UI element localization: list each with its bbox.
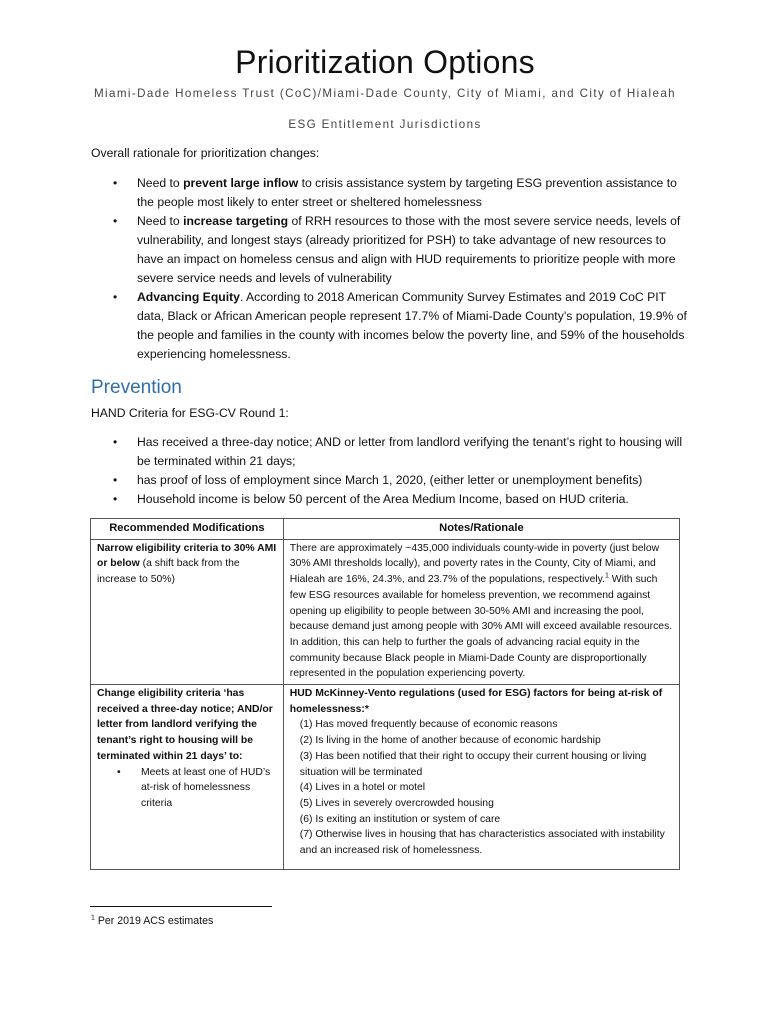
- notes-heading: HUD McKinney-Vento regulations (used for ESG) factors for being at-risk of homelessness:*: [289, 688, 663, 715]
- hand-criteria-list: [91, 433, 691, 509]
- footnote-reference: 1: [605, 572, 609, 580]
- bullet-icon: •: [113, 435, 118, 449]
- prevention-heading: Prevention: [91, 377, 182, 398]
- bullet-icon: •: [113, 492, 118, 506]
- footnote-marker: 1: [91, 914, 95, 922]
- risk-factor: (6) Is exiting an institution or system of care: [299, 813, 501, 825]
- modification-bullet-text: Meets at least one of HUD’s at-risk of homelessness criteria: [141, 766, 271, 809]
- rationale-item: [91, 212, 691, 288]
- risk-factor: (7) Otherwise lives in housing that has characteristics associated with instability and an increased risk of homelessness.: [299, 829, 665, 857]
- modification-title: Change eligibility criteria ‘has received a three-day notice; AND/or letter from landlord verifying the tenant’s right to housing will be terminated within 21 days’ to:: [97, 688, 273, 762]
- risk-factor: (2) Is living in the home of another because of economic hardship: [299, 735, 601, 747]
- rationale-item-emphasis: increase targeting: [183, 214, 289, 228]
- modification-detail: (a shift back from the increase to 50%): [97, 558, 240, 586]
- modification-cell: [91, 539, 284, 684]
- rationale-item-emphasis: prevent large inflow: [183, 176, 299, 190]
- rationale-item-text: to crisis assistance system by targeting ESG prevention assistance to the people most likely to enter street or sheltered homelessness: [137, 176, 677, 209]
- modification-title: Narrow eligibility criteria to 30% AMI or below: [97, 542, 277, 570]
- bullet-icon: •: [113, 214, 118, 228]
- rationale-list: [91, 174, 691, 364]
- risk-factor: (4) Lives in a hotel or motel: [299, 782, 426, 794]
- notes-cell: [283, 685, 679, 870]
- rationale-item-text: of RRH resources to those with the most severe service needs, levels of vulnerability, and longest stays (already prioritized for PSH) to take advantage of new resources to have an impact on homeless census and align with HUD requirements to prioritize people with more severe service needs and levels of vulnerability: [137, 214, 681, 285]
- footnote: [91, 915, 213, 927]
- bullet-icon: •: [113, 176, 118, 190]
- rationale-item-text: Need to: [137, 176, 184, 190]
- criteria-item: [91, 471, 691, 490]
- page-subtitle-line1: Miami-Dade Homeless Trust (CoC)/Miami-Dade County, City of Miami, and City of Hialeah: [93, 87, 677, 100]
- footnote-divider: [90, 906, 272, 907]
- modification-cell: [91, 685, 284, 870]
- modifications-table: [90, 518, 680, 870]
- risk-factor: (1) Has moved frequently because of economic reasons: [299, 719, 558, 731]
- criteria-item-text: Household income is below 50 percent of the Area Medium Income, based on HUD criteria.: [137, 492, 629, 506]
- risk-factor: (3) Has been notified that their right to occupy their current housing or living situation will be terminated: [299, 750, 647, 778]
- notes-cell: [283, 539, 679, 684]
- rationale-item: [91, 174, 691, 212]
- notes-text: There are approximately ~435,000 individuals county-wide in poverty (just below 30% AMI thresholds locally), and poverty rates in the County, City of Miami, and Hialeah are 16%, 24.3%, and 23.7% of the populations, respectively.: [289, 542, 660, 586]
- criteria-item: [91, 490, 691, 509]
- column-header-notes: Notes/Rationale: [283, 519, 679, 540]
- page-subtitle-line2: ESG Entitlement Jurisdictions: [288, 118, 482, 131]
- page-title: Prioritization Options: [235, 44, 535, 80]
- table-header-row: [91, 519, 680, 540]
- hand-criteria-intro: HAND Criteria for ESG-CV Round 1:: [91, 406, 289, 420]
- bullet-icon: •: [113, 290, 118, 304]
- column-header-modifications: Recommended Modifications: [91, 519, 284, 540]
- criteria-item: [91, 433, 691, 471]
- table-row: [91, 685, 680, 870]
- table-row: [91, 539, 680, 684]
- rationale-item: [91, 288, 691, 364]
- bullet-icon: •: [113, 473, 118, 487]
- rationale-item-emphasis: Advancing Equity: [137, 290, 240, 304]
- criteria-item-text: has proof of loss of employment since March 1, 2020, (either letter or unemployment benefits): [137, 473, 643, 487]
- notes-text: With such few ESG resources available for homeless prevention, we recommend against opening up eligibility to people between 30-50% AMI and increasing the pool, because demand just among people with 30% AMI will exceed available resources. In addition, this can help to further the goals of advancing racial equity in the community because Black people in Miami-Dade County are disproportionally represented in the population experiencing poverty.: [289, 574, 673, 680]
- criteria-item-text: Has received a three-day notice; AND or letter from landlord verifying the tenant’s right to housing will be terminated within 21 days;: [137, 435, 683, 468]
- rationale-intro: Overall rationale for prioritization changes:: [91, 146, 320, 160]
- footnote-text: Per 2019 ACS estimates: [94, 915, 214, 927]
- bullet-icon: •: [117, 766, 121, 778]
- modification-bullet: [97, 765, 278, 812]
- rationale-item-text: . According to 2018 American Community Survey Estimates and 2019 CoC PIT data, Black or African American people represent 17.7% of Miami-Dade County’s population, 19.9% of the people and families in the county with incomes below the poverty line, and 59% of the households experiencing homelessness.: [137, 290, 687, 361]
- risk-factor: (5) Lives in severely overcrowded housing: [299, 797, 494, 809]
- rationale-item-text: Need to: [137, 214, 184, 228]
